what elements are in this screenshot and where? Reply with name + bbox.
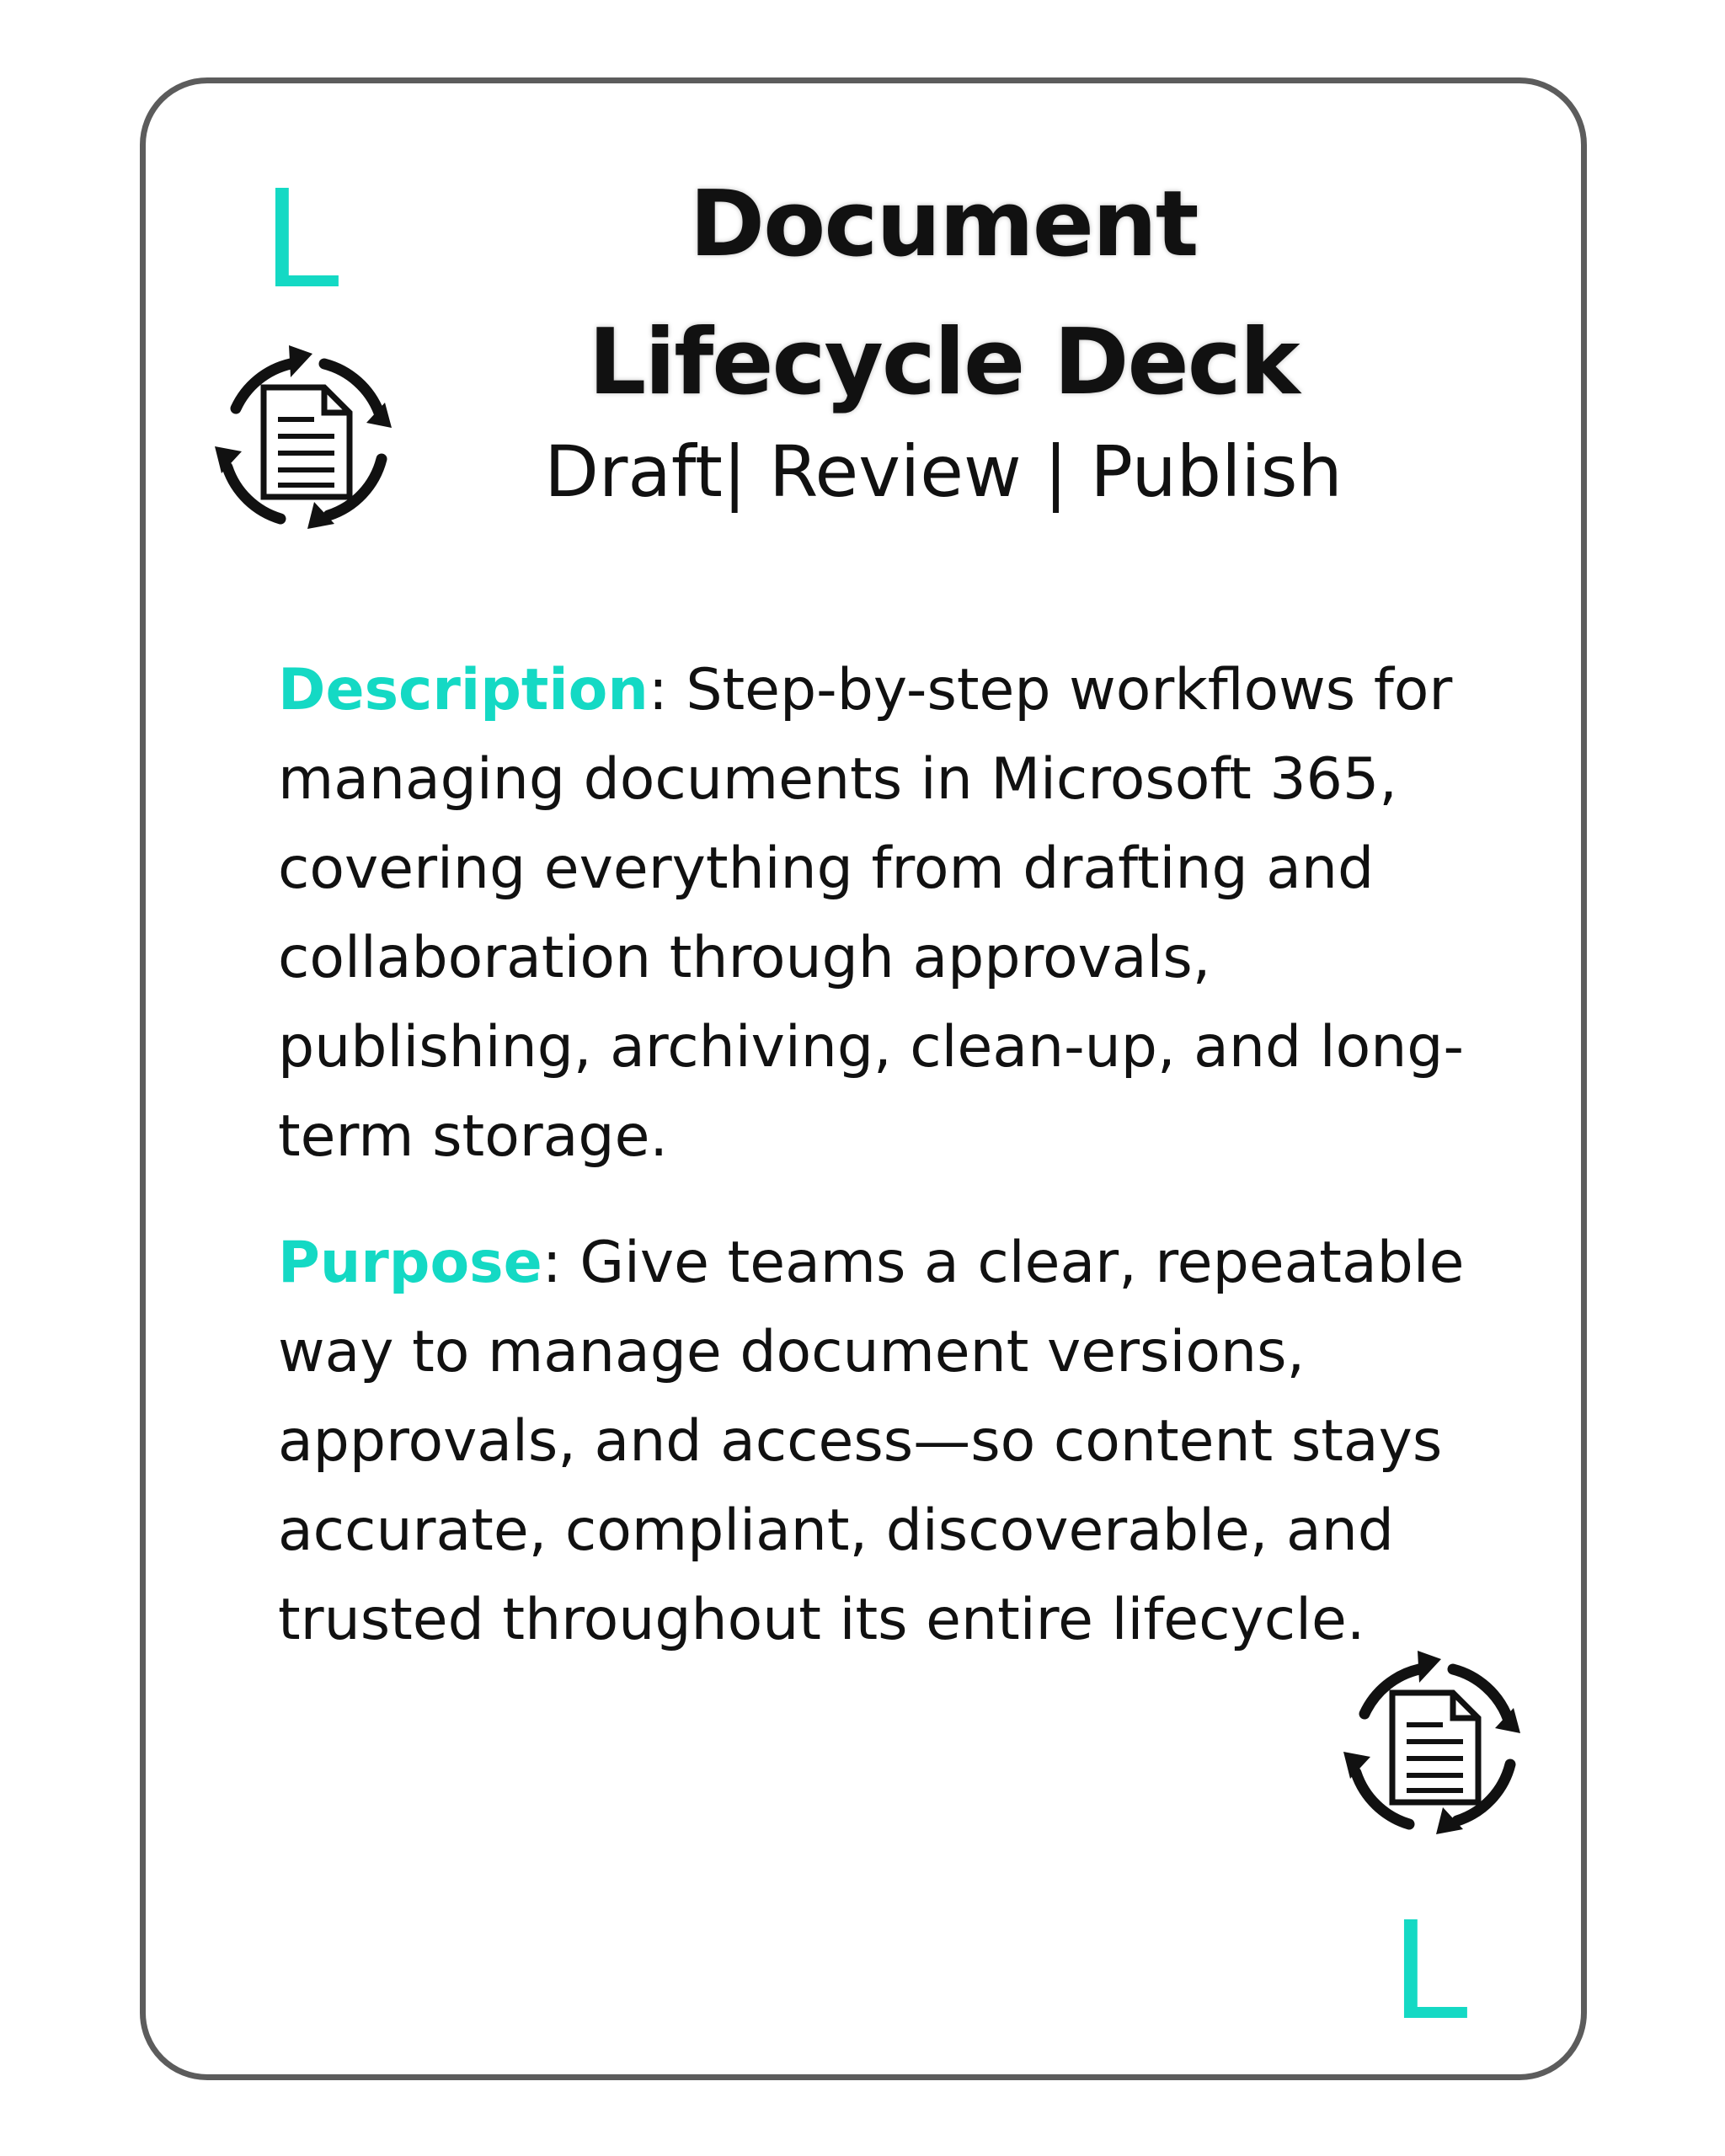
- corner-letter-top: L: [264, 157, 344, 318]
- purpose-label: Purpose: [278, 1230, 542, 1296]
- deck-title: [539, 156, 1348, 432]
- document-cycle-icon: [190, 328, 417, 556]
- purpose-paragraph: [278, 1219, 1508, 1665]
- description-separator: :: [648, 657, 668, 723]
- document-cycle-icon-bottom: [1318, 1634, 1546, 1861]
- description-text: Step-by-step workflows for managing documents in Microsoft 365, covering everything from drafting and collaboration through approvals, publishing, archiving, clean-up, and long-term storage.: [278, 657, 1465, 1170]
- purpose-text: Give teams a clear, repeatable way to manage document versions, approvals, and access—so content stays accurate, compliant, discoverable, and trusted throughout its entire lifecycle.: [278, 1230, 1465, 1653]
- purpose-separator: :: [542, 1230, 562, 1296]
- corner-letter-bottom: L: [1392, 1889, 1472, 2049]
- description-label: Description: [278, 657, 649, 723]
- description-paragraph: [278, 646, 1508, 1182]
- deck-title-line2: Lifecycle Deck: [588, 310, 1299, 415]
- deck-subtitle: Draft| Review | Publish: [544, 430, 1343, 513]
- deck-title-line1: Document: [689, 172, 1198, 277]
